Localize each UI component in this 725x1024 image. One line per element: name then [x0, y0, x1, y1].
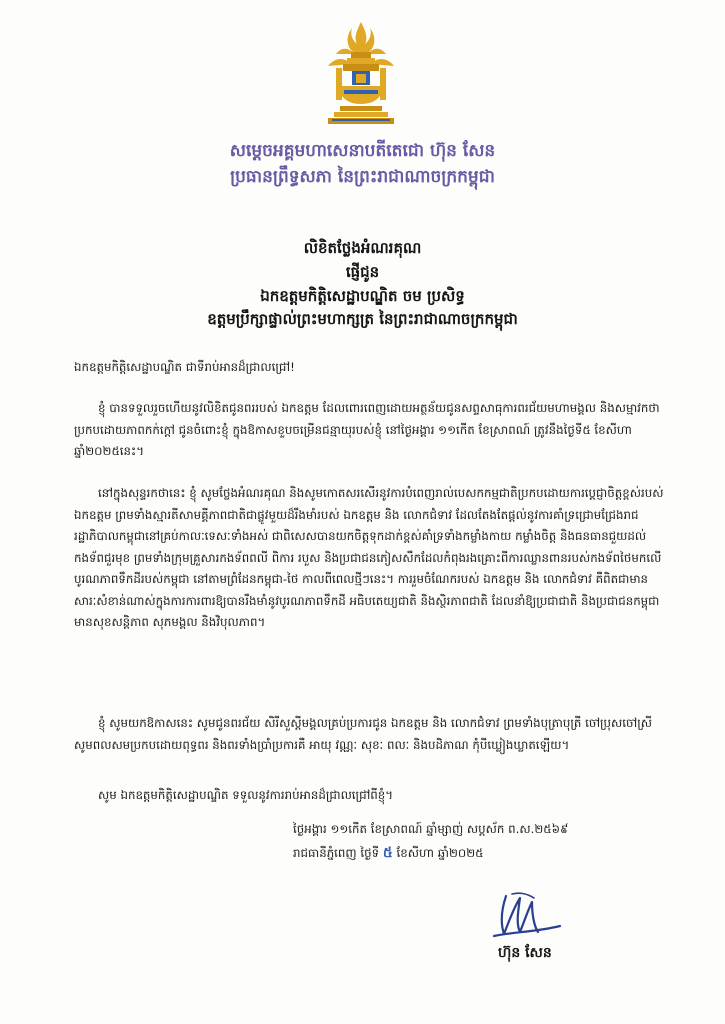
signature-icon: [486, 888, 566, 944]
paragraph-3: ខ្ញុំ សូមយកឱកាសនេះ សូមជូនពរជ័យ សិរីសួស្តីមង្គលគ្រប់ប្រការជូន ឯកឧត្តម និង លោកជំទាវ ព្រមទាំងបុត្រាបុត្រី ចៅប្រុសចៅស្រី សូមពលសមប្រកបដោយពុទ្ធពរ និងពរទាំងប្រាំប្រការគឺ អាយុ វណ្ណៈ សុខៈ ពលៈ និងបដិភាណ កុំបីឃ្លៀងឃ្លាតឡើយ។: [74, 716, 653, 752]
signatory-name: ហ៊ុន សែន: [498, 945, 552, 961]
date-day: ៥: [382, 845, 393, 861]
sender-position: ប្រធានព្រឹទ្ធសភា នៃព្រះរាជាណាចក្រកម្ពុជា: [230, 167, 495, 187]
date-month-year: ខែសីហា ឆ្នាំ២០២៥: [396, 846, 484, 860]
recipient-name: ឯកឧត្តមកិត្តិសេដ្ឋាបណ្ឌិត ចម ប្រសិទ្ធ: [260, 287, 465, 305]
date-place: [293, 842, 673, 864]
recipient-title: ឧត្តមប្រឹក្សាផ្ទាល់ព្រះមហាក្សត្រ នៃព្រះរាជាណាចក្រកម្ពុជា: [207, 310, 518, 328]
salutation: ឯកឧត្តមកិត្តិសេដ្ឋាបណ្ឌិត ជាទីរាប់អានដ៏ជ្រាលជ្រៅ!: [74, 360, 295, 374]
paragraph-1: ខ្ញុំ បានទទួលរួចហើយនូវលិខិតជូនពររបស់ ឯកឧត្តម ដែលពោរពេញដោយអត្ថន័យជូនសព្ទសាធុការពរជ័យមហាមង្គល និងសម្មាវកថាប្រកបដោយភាពកក់ក្តៅ ជូនចំពោះខ្ញុំ ក្នុងឱកាសខួបចម្រើនជន្មាយុរបស់ខ្ញុំ នៅថ្ងៃអង្គារ ១១កើត ខែស្រាពណ៍ ត្រូវនឹងថ្ងៃទី៥ ខែសីហា ឆ្នាំ២០២៥នេះ។: [74, 401, 660, 458]
senate-emblem-icon: [322, 20, 400, 128]
to-label: ផ្ញើជូន: [345, 263, 380, 281]
date-lunar: ថ្ងៃអង្គារ ១១កើត ខែស្រាពណ៍ ឆ្នាំម្សាញ់ សប្តស័ក ព.ស.២៥៦៩: [293, 822, 569, 836]
date-place-label: រាជធានីភ្នំពេញ ថ្ងៃទី: [293, 846, 380, 860]
letter-type-heading: លិខិតថ្លែងអំណរគុណ: [303, 239, 422, 257]
sender-name: សម្តេចអគ្គមហាសេនាបតីតេជោ ហ៊ុន សែន: [229, 141, 496, 161]
paragraph-2: នៅក្នុងសុន្ទរកថានេះ ខ្ញុំ សូមថ្លែងអំណរគុណ និងសូមកោតសរសើរនូវការបំពេញរាល់បេសកកម្មជាតិប្រកបដោយការប្តេជ្ញាចិត្តខ្ពស់របស់ ឯកឧត្តម ព្រមទាំងស្មារតីសាមគ្គីភាពជាតិជាផ្លូវមួយដ៏រឹងមាំរបស់ ឯកឧត្តម និង លោកជំទាវ ដែលតែងតែផ្តល់នូវការគាំទ្រជ្រោមជ្រែងរាជរដ្ឋាភិបាលកម្ពុជានៅគ្រប់កាលៈទេសៈទាំងអស់ ជាពិសេសបានយកចិត្តទុកដាក់ខ្ពស់គាំទ្រទាំងកម្លាំងកាយ កម្លាំងចិត្ត និងធនធានជួយដល់កងទ័ពជួរមុខ ព្រមទាំងក្រុមគ្រួសារកងទ័ពពលី ពិការ របួស និងប្រជាជនភៀសសឹកដែលកំពុងរងគ្រោះពីការឈ្លានពានរបស់កងទ័ពថៃមកលើបូរណភាពទឹកដីរបស់កម្ពុជា នៅតាមព្រំដែនកម្ពុជា-ថៃ កាលពីពេលថ្មីៗនេះ។ ការរួមចំណែករបស់ ឯកឧត្តម និង លោកជំទាវ គឺពិតជាមានសារៈសំខាន់ណាស់ក្នុងការការពារឱ្យបានរឹងមាំនូវបូរណភាពទឹកដី អធិបតេយ្យជាតិ និងស្ថិរភាពជាតិ ដែលនាំឱ្យប្រជាជាតិ និងប្រជាជនកម្ពុជាមានសុខសន្តិភាព សុភមង្គល និងវិបុលភាព។: [74, 486, 664, 629]
closing-line: សូម ឯកឧត្តមកិត្តិសេដ្ឋាបណ្ឌិត ទទួលនូវការរាប់អានដ៏ជ្រាលជ្រៅពីខ្ញុំ។: [98, 788, 394, 802]
